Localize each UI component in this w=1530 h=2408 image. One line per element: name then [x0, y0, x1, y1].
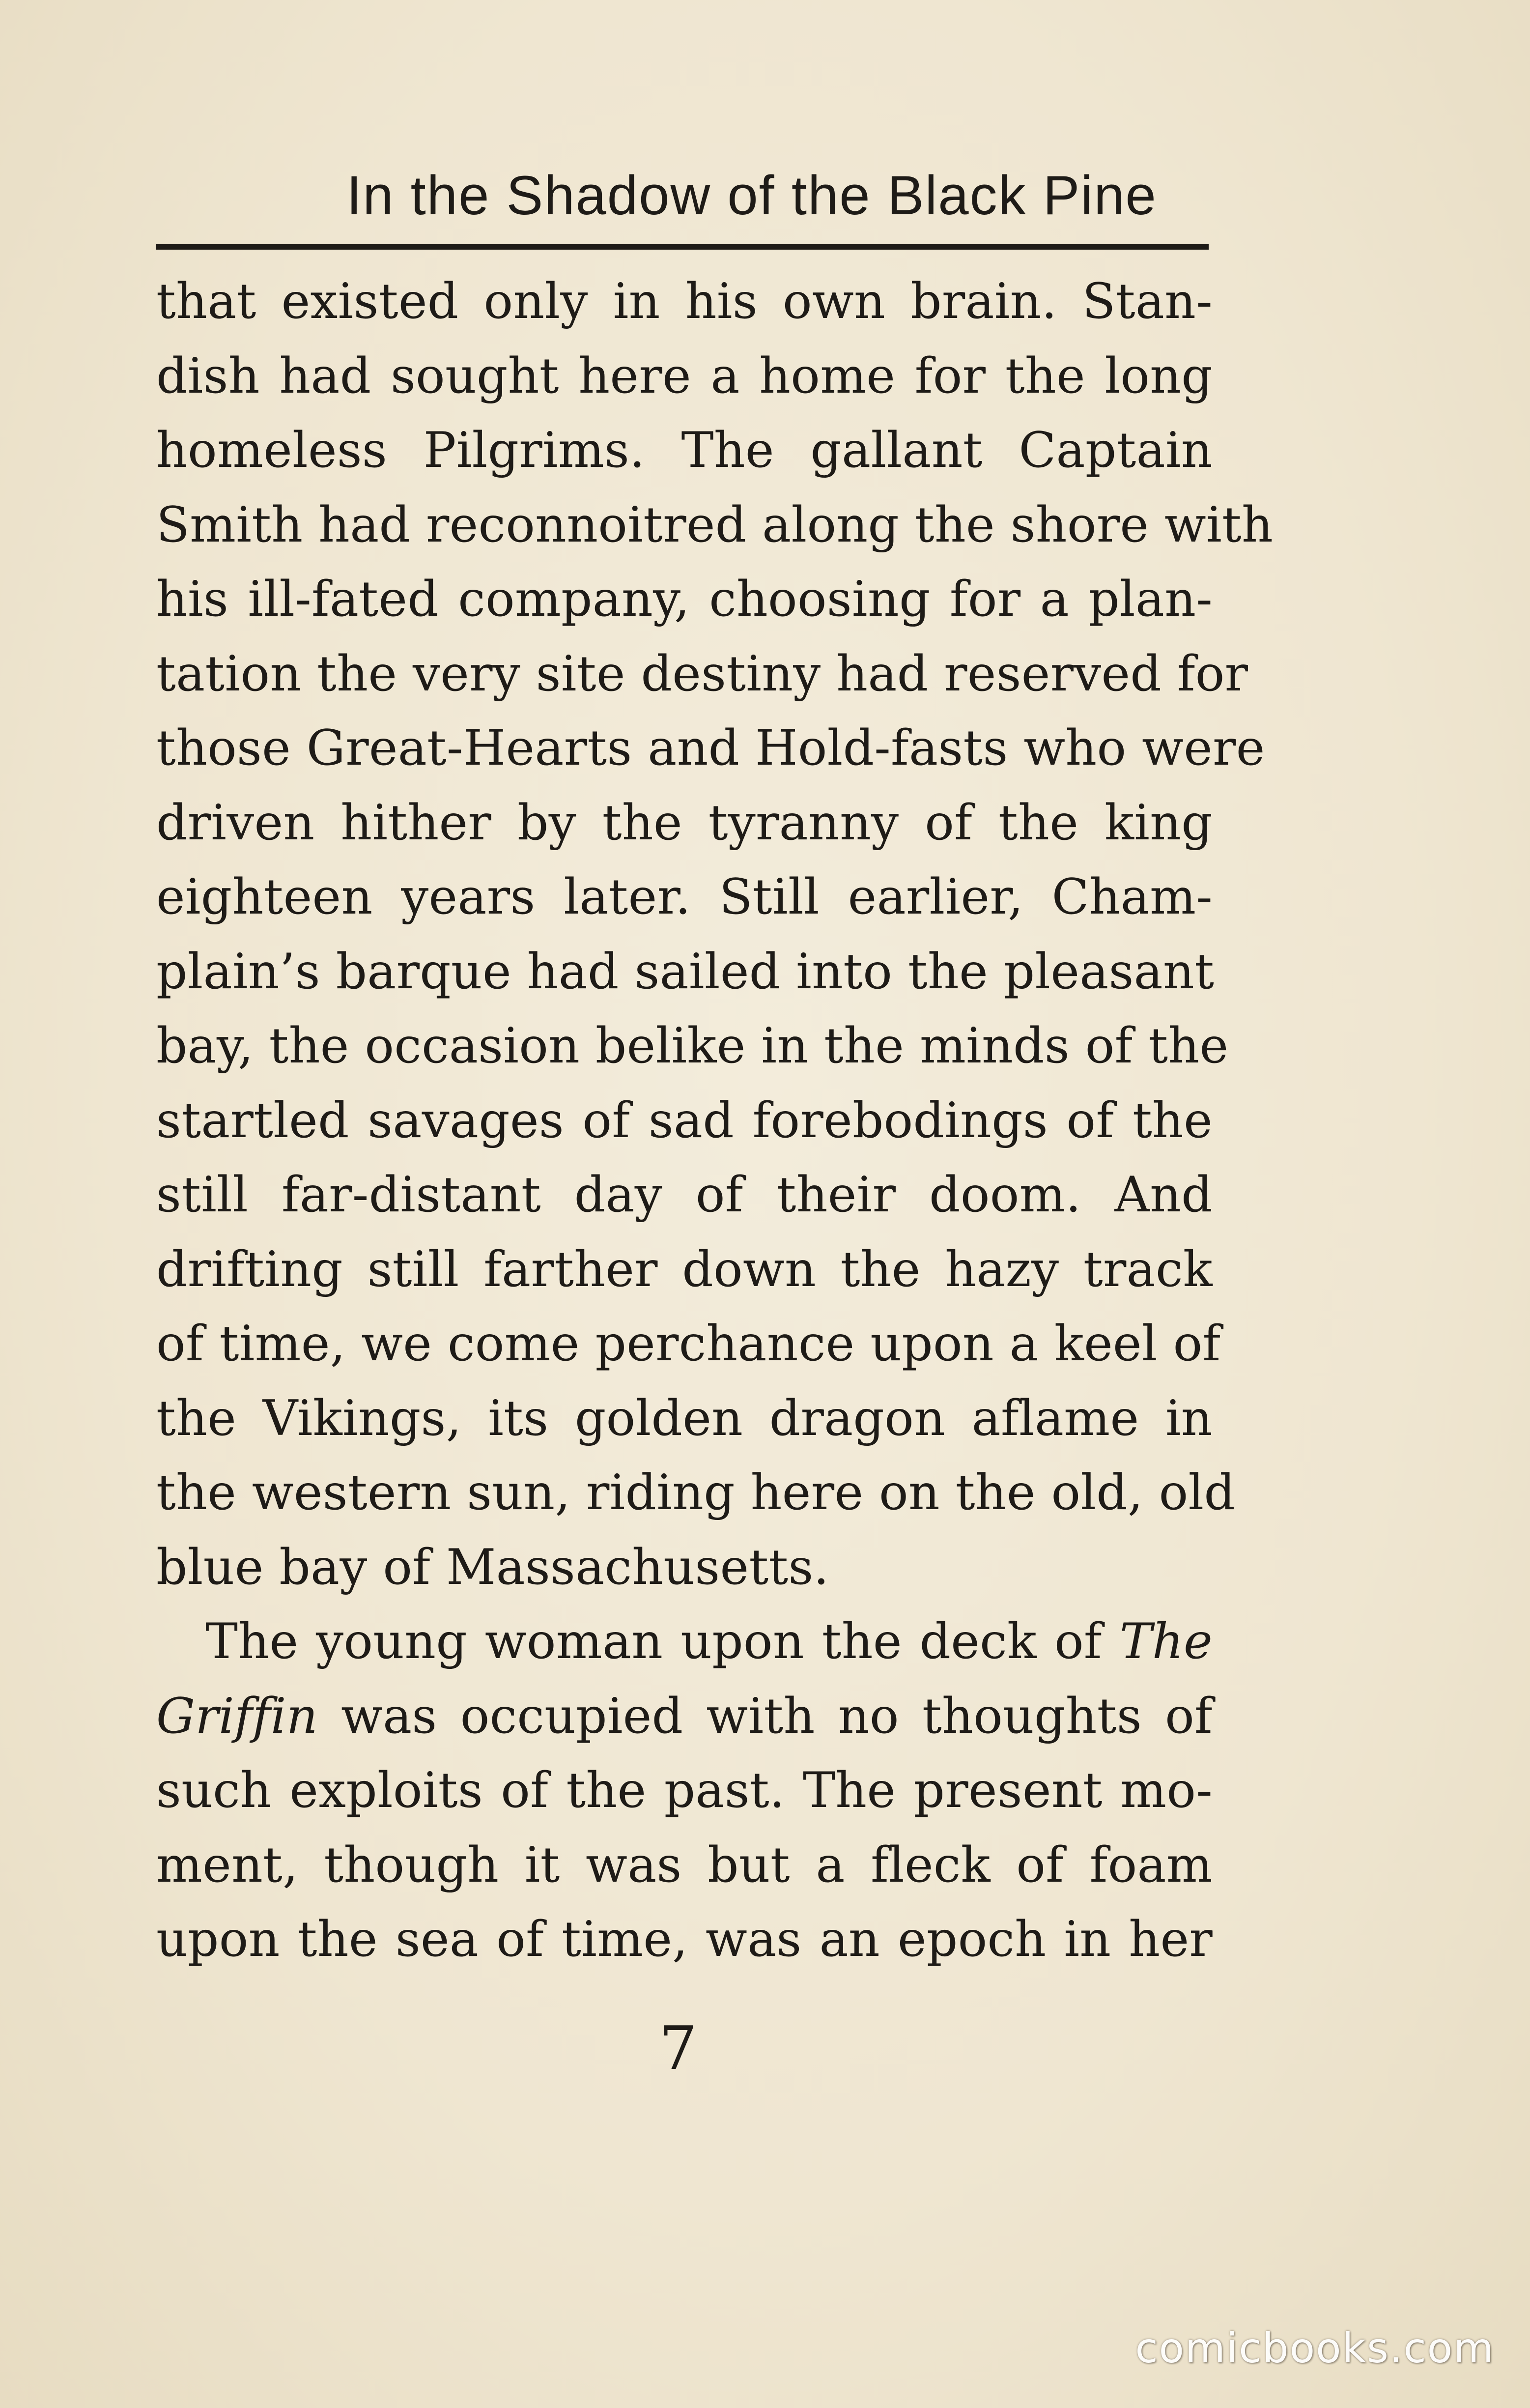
italic-title: Griffin — [156, 1688, 318, 1745]
line-segment: The young woman upon the deck of — [205, 1613, 1102, 1670]
running-head: In the Shadow of the Black Pine — [346, 165, 1157, 226]
text-line: the Vikings, its golden dragon aflame in — [156, 1390, 1213, 1447]
header-rule — [156, 244, 1209, 250]
text-line: bay, the occasion belike in the minds of the — [156, 1018, 1229, 1074]
text-line: Smith had reconnoitred along the shore with — [156, 496, 1274, 553]
body-text — [156, 264, 1274, 1977]
text-line: of time, we come perchance upon a keel of — [156, 1316, 1221, 1372]
text-line: plain’s barque had sailed into the pleasant — [156, 943, 1215, 1000]
text-line: still far-distant day of their doom. And — [156, 1167, 1213, 1223]
text-line: drifting still farther down the hazy track — [156, 1241, 1213, 1298]
line-segment: was occupied with no thoughts of — [341, 1688, 1213, 1745]
watermark-logo: comicbooks.com — [1135, 2324, 1495, 2372]
text-line — [156, 1679, 1213, 1754]
text-line: his ill-fated company, choosing for a plan- — [156, 571, 1213, 628]
text-line: blue bay of Massachusetts. — [156, 1539, 829, 1596]
text-line: ment, though it was but a fleck of foam — [156, 1836, 1213, 1893]
text-line: tation the very site destiny had reserved for — [156, 645, 1248, 702]
text-line — [156, 1605, 1213, 1679]
text-line: startled savages of sad forebodings of the — [156, 1092, 1213, 1149]
text-line: driven hither by the tyranny of the king — [156, 794, 1213, 851]
italic-title: The — [1119, 1613, 1213, 1670]
text-line: such exploits of the past. The present mo- — [156, 1762, 1213, 1819]
text-line: upon the sea of time, was an epoch in her — [156, 1911, 1213, 1968]
page-number: 7 — [659, 2013, 697, 2083]
text-line: homeless Pilgrims. The gallant Captain — [156, 422, 1213, 479]
text-line: the western sun, riding here on the old, old — [156, 1464, 1236, 1521]
text-line: eighteen years later. Still earlier, Cham- — [156, 869, 1213, 925]
text-line: dish had sought here a home for the long — [156, 347, 1213, 404]
text-line: those Great-Hearts and Hold-fasts who were — [156, 720, 1265, 776]
text-line: that existed only in his own brain. Stan- — [156, 273, 1213, 330]
